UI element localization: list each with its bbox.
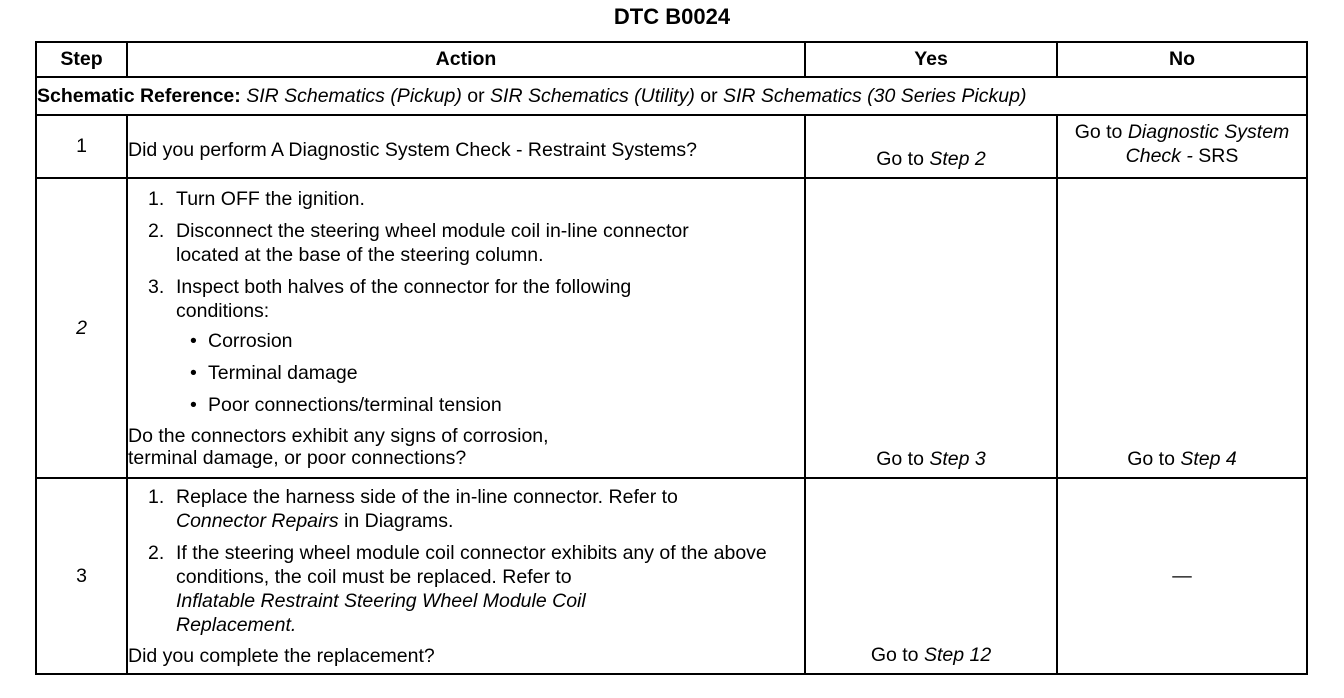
list-item: • Terminal damage [128, 361, 704, 385]
schematic-reference-row [36, 77, 1307, 115]
step-number: 3 [36, 478, 127, 674]
list-item [128, 219, 804, 267]
no-cell [1057, 178, 1307, 478]
table-row [36, 478, 1307, 674]
action-text [127, 478, 805, 674]
yes-prefix: Go to [876, 148, 924, 170]
reference-label: Schematic Reference: [37, 84, 241, 107]
action-question: Did you complete the replacement? [128, 645, 435, 667]
no-prefix: Go to [1074, 121, 1123, 143]
item-text: Replace the harness side of the in-line connector. Refer to [176, 486, 678, 508]
action-steps [128, 187, 804, 417]
yes-link[interactable]: Step 3 [929, 448, 986, 470]
header-yes: Yes [805, 42, 1057, 77]
item-number: 1. [148, 486, 165, 508]
yes-cell [805, 478, 1057, 674]
item-text: Turn OFF the ignition. [176, 188, 365, 210]
action-text [127, 178, 805, 478]
step-number: 2 [36, 178, 127, 478]
page-title: DTC B0024 [613, 4, 731, 29]
no-link[interactable]: Step 4 [1180, 448, 1237, 470]
question-line: terminal damage, or poor connections? [128, 447, 467, 469]
list-item: • Corrosion [128, 329, 704, 353]
yes-cell [805, 178, 1057, 478]
action-steps [128, 485, 804, 637]
table-row [36, 115, 1307, 178]
reference-link-utility[interactable]: SIR Schematics (Utility) [490, 84, 695, 107]
question-line: Do the connectors exhibit any signs of corrosion, [128, 425, 549, 447]
reference-link-30-series[interactable]: SIR Schematics (30 Series Pickup) [723, 84, 1027, 107]
item-text: in Diagrams. [344, 510, 454, 532]
no-suffix: SRS [1198, 145, 1239, 167]
no-prefix: Go to [1127, 448, 1175, 470]
item-number: 1. [148, 188, 165, 210]
no-cell [1057, 115, 1307, 178]
yes-link[interactable]: Step 12 [923, 644, 992, 666]
table-row [36, 178, 1307, 478]
no-link[interactable]: Diagnostic System Check - [1125, 121, 1290, 167]
list-item [128, 541, 804, 637]
header-row [36, 42, 1307, 77]
header-action: Action [127, 42, 805, 77]
list-item [128, 275, 804, 417]
no-cell: — [1057, 478, 1307, 674]
step-number: 1 [36, 115, 127, 178]
item-text: Disconnect the steering wheel module coil in-line connector located at the base of the steering column. [176, 220, 689, 266]
action-question [128, 425, 804, 469]
header-no: No [1057, 42, 1307, 77]
item-text: Inspect both halves of the connector for the following conditions: [176, 276, 632, 322]
condition-list [128, 329, 704, 417]
list-item [128, 187, 804, 211]
header-step: Step [36, 42, 127, 77]
connector-repairs-link[interactable]: Connector Repairs [176, 510, 339, 532]
reference-or-1: or [467, 84, 485, 107]
reference-link-pickup[interactable]: SIR Schematics (Pickup) [246, 84, 462, 107]
action-question: Did you perform A Diagnostic System Check - Restraint Systems? [128, 138, 697, 161]
item-number: 2. [148, 220, 165, 242]
schematic-reference [36, 77, 1307, 115]
item-number: 3. [148, 276, 165, 298]
item-number: 2. [148, 542, 165, 564]
yes-prefix: Go to [870, 644, 919, 666]
item-text: If the steering wheel module coil connector exhibits any of the above conditions, the coil must be replaced. Refer to [176, 542, 767, 588]
yes-prefix: Go to [876, 448, 924, 470]
list-item [128, 485, 804, 533]
list-item: • Poor connections/terminal tension [128, 393, 704, 417]
coil-replacement-link[interactable]: Inflatable Restraint Steering Wheel Module Coil Replacement. [176, 590, 586, 636]
reference-or-2: or [700, 84, 718, 107]
yes-cell [805, 115, 1057, 178]
action-text [127, 115, 805, 178]
yes-link[interactable]: Step 2 [929, 148, 986, 170]
dtc-table [35, 41, 1308, 675]
